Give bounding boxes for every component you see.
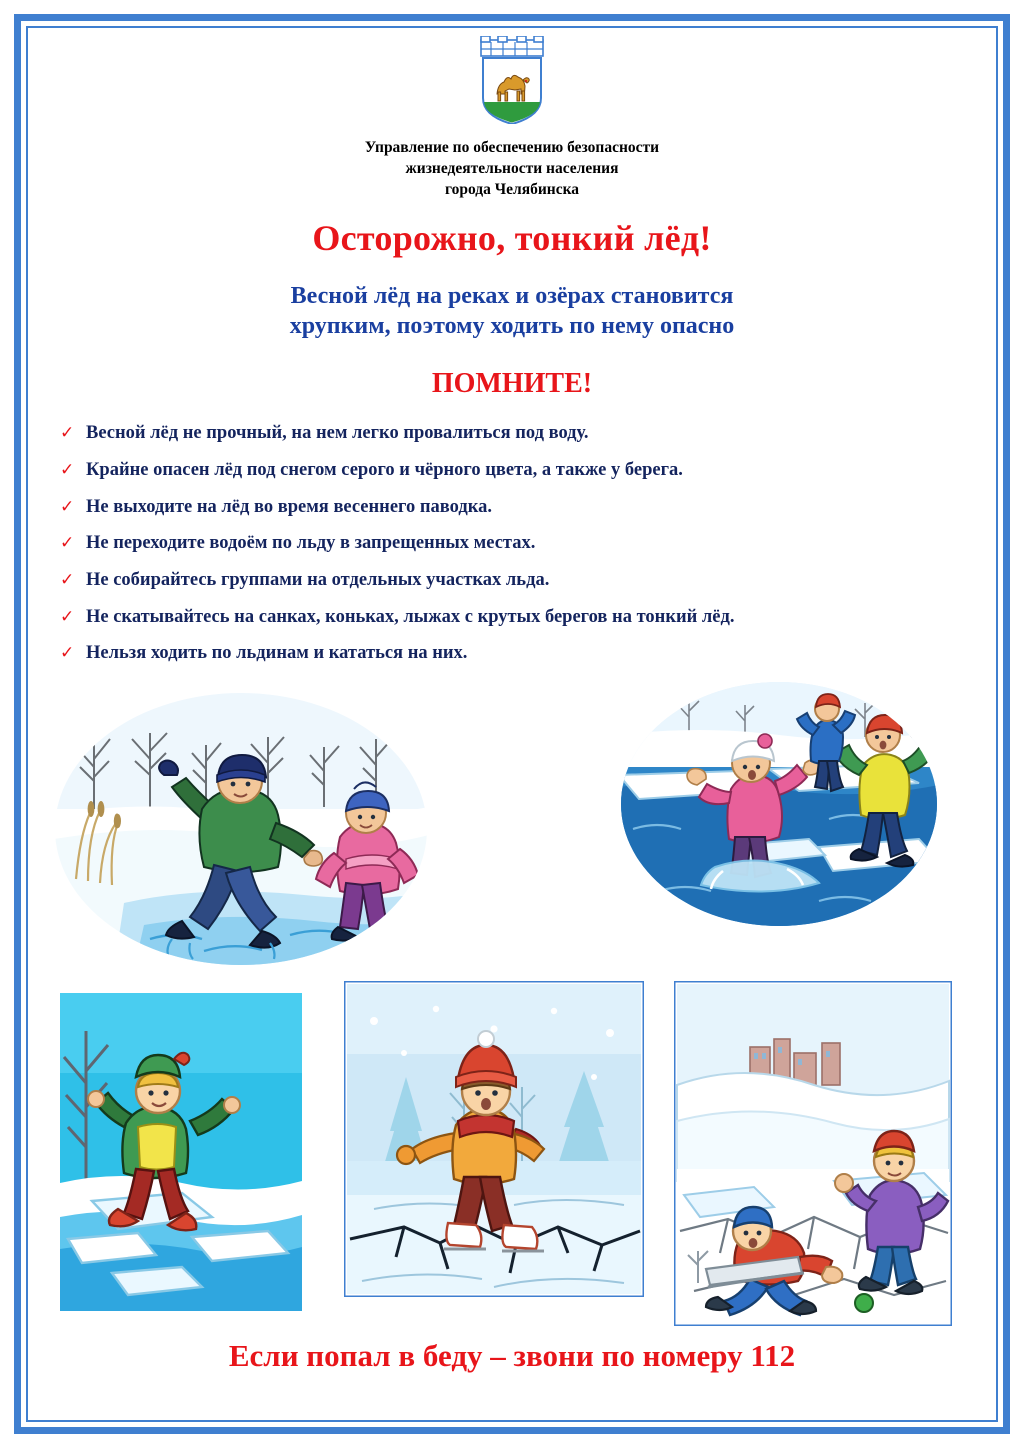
- emergency-footer: Если попал в беду – звони по номеру 112: [228, 1338, 796, 1374]
- illustration-boy-pulling-girl-from-ice: [54, 689, 429, 969]
- rule-text: Не выходите на лёд во время весеннего паводка.: [86, 496, 492, 517]
- check-icon: ✓: [60, 533, 75, 554]
- check-icon: ✓: [60, 569, 75, 590]
- rule-text: Нельзя ходить по льдинам и кататься на них.: [86, 643, 468, 664]
- rules-list: [34, 422, 990, 664]
- poster-content: [34, 34, 990, 1414]
- illustration-skater-on-cracking-ice: [344, 981, 644, 1297]
- org-line-1: Управление по обеспечению безопасности: [364, 139, 660, 156]
- illustration-boy-on-ice-floe: [52, 987, 310, 1317]
- illustration-children-on-breaking-ice-floe: [619, 679, 939, 929]
- rule-text: Не скатывайтесь на санках, коньках, лыжах с крутых берегов на тонкий лёд.: [86, 606, 735, 627]
- crest-container: [34, 36, 990, 124]
- rule-text: Крайне опасен лёд под снегом серого и чёрного цвета, а также у берега.: [86, 459, 683, 480]
- org-line-3: города Челябинска: [444, 180, 580, 198]
- list-item: [60, 496, 990, 518]
- rule-text: Не собирайтесь группами на отдельных участках льда.: [86, 569, 550, 590]
- illustration-children-sledding-on-ice: [674, 981, 952, 1326]
- org-line-2: жизнедеятельности населения: [405, 159, 619, 177]
- remember-heading: ПОМНИТЕ!: [431, 368, 593, 400]
- illustration-row-top: [34, 679, 990, 979]
- check-icon: ✓: [60, 643, 75, 664]
- page-title: Осторожно, тонкий лёд!: [312, 217, 712, 258]
- chelyabinsk-coat-of-arms-icon: [473, 36, 551, 124]
- list-item: [60, 569, 990, 591]
- list-item: [60, 642, 990, 664]
- list-item: [60, 606, 990, 628]
- illustration-row-bottom: [34, 987, 990, 1332]
- check-icon: ✓: [60, 423, 75, 444]
- subtitle-line-2: хрупким, поэтому ходить по нему опасно: [289, 313, 735, 340]
- subtitle-line-1: Весной лёд на реках и озёрах становится: [290, 282, 734, 309]
- check-icon: ✓: [60, 459, 75, 480]
- list-item: [60, 459, 990, 481]
- check-icon: ✓: [60, 496, 75, 517]
- list-item: [60, 532, 990, 554]
- check-icon: ✓: [60, 606, 75, 627]
- rule-text: Весной лёд не прочный, на нем легко провалиться под воду.: [86, 423, 589, 444]
- subtitle: [34, 281, 990, 342]
- rule-text: Не переходите водоём по льду в запрещенных местах.: [86, 533, 536, 554]
- organisation-title: [34, 138, 990, 201]
- list-item: [60, 422, 990, 444]
